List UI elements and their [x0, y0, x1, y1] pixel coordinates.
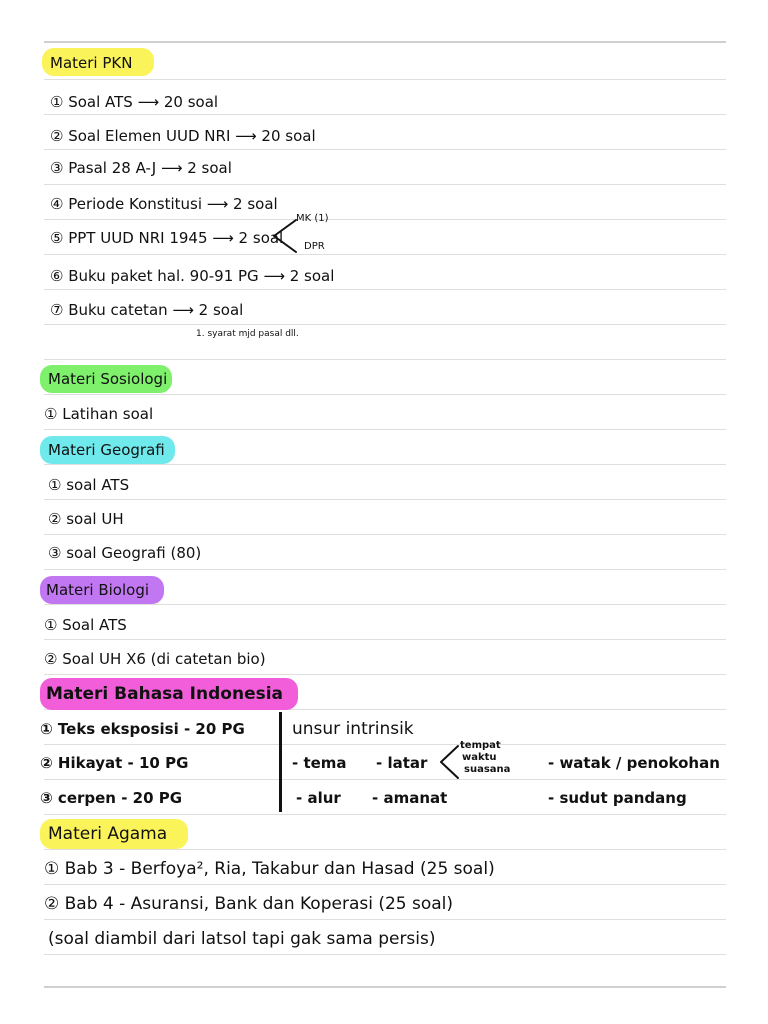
geografi-item-2: ② soal UH [48, 510, 124, 528]
sosiologi-item-1: ① Latihan soal [44, 405, 154, 423]
heading-biologi: Materi Biologi [46, 581, 150, 599]
pkn-branch-mk: MK (1) [296, 213, 329, 224]
unsur-intrinsik-title: unsur intrinsik [292, 719, 414, 739]
unsur-sudut-pandang: - sudut pandang [548, 789, 687, 807]
geografi-item-3: ③ soal Geografi (80) [48, 544, 202, 562]
pkn-item-3: ③ Pasal 28 A-J ⟶ 2 soal [50, 159, 232, 177]
ruled-line [44, 219, 726, 220]
ruled-line [44, 954, 726, 955]
ruled-line [44, 289, 726, 290]
ruled-line [44, 779, 726, 780]
unsur-watak: - watak / penokohan [548, 754, 720, 772]
agama-item-2: ② Bab 4 - Asuransi, Bank dan Koperasi (25 soal) [44, 894, 454, 914]
ruled-line [44, 499, 726, 500]
heading-geografi: Materi Geografi [48, 441, 165, 459]
ruled-line [44, 534, 726, 535]
unsur-tema: - tema [292, 754, 347, 772]
heading-sosiologi: Materi Sosiologi [48, 370, 168, 388]
pkn-item-1: ① Soal ATS ⟶ 20 soal [50, 93, 219, 111]
pkn-item-2: ② Soal Elemen UUD NRI ⟶ 20 soal [50, 127, 316, 145]
agama-note: (soal diambil dari latsol tapi gak sama persis) [48, 929, 436, 949]
bottom-rule [44, 986, 726, 988]
latar-waktu: waktu [462, 752, 497, 763]
unsur-amanat: - amanat [372, 789, 448, 807]
pkn-branch-dpr: DPR [304, 241, 325, 252]
bindo-item-3: ③ cerpen - 20 PG [40, 789, 183, 807]
latar-tempat: tempat [460, 740, 501, 751]
ruled-line [44, 79, 726, 80]
column-divider [279, 712, 282, 812]
ruled-line [44, 114, 726, 115]
pkn-item-5: ⑤ PPT UUD NRI 1945 ⟶ 2 soal [50, 229, 284, 247]
ruled-line [44, 919, 726, 920]
latar-bracket-icon [438, 744, 460, 780]
heading-pkn: Materi PKN [50, 54, 133, 72]
ruled-line [44, 604, 726, 605]
pkn-item-4: ④ Periode Konstitusi ⟶ 2 soal [50, 195, 278, 213]
heading-bindo: Materi Bahasa Indonesia [46, 684, 284, 704]
biologi-item-1: ① Soal ATS [44, 616, 127, 634]
top-rule [44, 41, 726, 43]
heading-agama: Materi Agama [48, 824, 168, 844]
ruled-line [44, 429, 726, 430]
ruled-line [44, 254, 726, 255]
unsur-latar: - latar [376, 754, 428, 772]
bindo-item-2: ② Hikayat - 10 PG [40, 754, 189, 772]
unsur-alur: - alur [296, 789, 341, 807]
pkn-item-7: ⑦ Buku catetan ⟶ 2 soal [50, 301, 244, 319]
ruled-line [44, 149, 726, 150]
pkn-note: 1. syarat mjd pasal dll. [196, 329, 299, 339]
ruled-line [44, 359, 726, 360]
ruled-line [44, 394, 726, 395]
ruled-line [44, 849, 726, 850]
ruled-line [44, 674, 726, 675]
ruled-line [44, 814, 726, 815]
ruled-line [44, 884, 726, 885]
ruled-line [44, 744, 726, 745]
ruled-line [44, 464, 726, 465]
bindo-item-1: ① Teks eksposisi - 20 PG [40, 720, 245, 738]
ruled-line [44, 639, 726, 640]
ruled-line [44, 569, 726, 570]
geografi-item-1: ① soal ATS [48, 476, 130, 494]
latar-suasana: suasana [464, 764, 511, 775]
ruled-line [44, 184, 726, 185]
biologi-item-2: ② Soal UH X6 (di catetan bio) [44, 650, 266, 668]
pkn-item-6: ⑥ Buku paket hal. 90-91 PG ⟶ 2 soal [50, 267, 335, 285]
agama-item-1: ① Bab 3 - Berfoya², Ria, Takabur dan Hasad (25 soal) [44, 859, 495, 879]
ruled-line [44, 324, 726, 325]
